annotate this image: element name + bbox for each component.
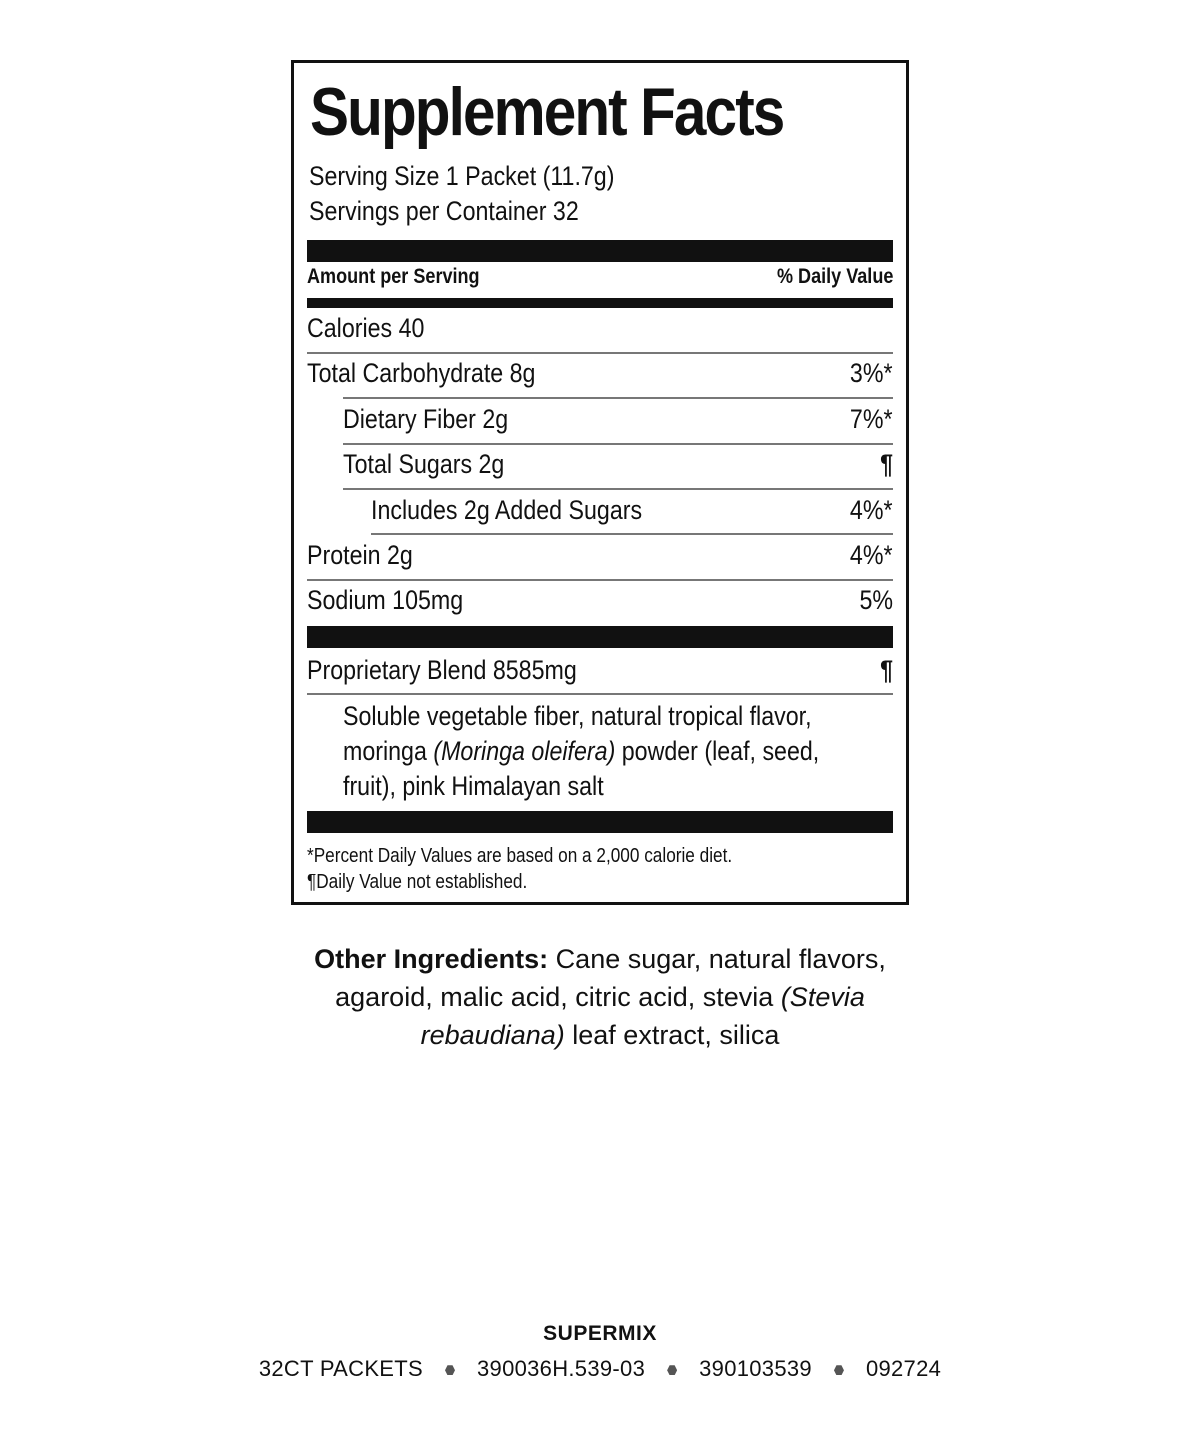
- row-divider: [307, 693, 893, 695]
- thick-divider: [307, 811, 893, 833]
- protein-dv: 4%*: [850, 540, 893, 570]
- other-ingredients: Other Ingredients: Cane sugar, natural flavors, agaroid, malic acid, citric acid, stevia (Stevia rebaudiana) leaf extract, silica: [314, 944, 886, 1050]
- serving-size: Serving Size 1 Packet (11.7g): [309, 161, 615, 191]
- lot-code: 390036H.539-03: [477, 1356, 646, 1381]
- total-carbohydrate-dv: 3%*: [850, 358, 893, 388]
- moringa-latin: (Moringa oleifera): [433, 736, 616, 766]
- dietary-fiber-label: Dietary Fiber 2g: [343, 404, 509, 434]
- proprietary-blend-dv: ¶: [880, 655, 893, 685]
- added-sugars-label: Includes 2g Added Sugars: [371, 495, 643, 525]
- blend-line-1: Soluble vegetable fiber, natural tropical flavor,: [343, 701, 812, 731]
- row-divider: [307, 579, 893, 581]
- row-divider: [343, 443, 893, 445]
- total-sugars-dv: ¶: [880, 449, 893, 479]
- proprietary-blend-label: Proprietary Blend 8585mg: [307, 655, 577, 685]
- calories-label: Calories 40: [307, 313, 425, 343]
- row-divider: [307, 352, 893, 354]
- packet-count: 32CT PACKETS: [258, 1356, 423, 1381]
- supplement-facts-panel: [291, 60, 909, 905]
- total-carbohydrate-label: Total Carbohydrate 8g: [307, 358, 536, 388]
- thick-divider: [307, 240, 893, 262]
- protein-label: Protein 2g: [307, 540, 413, 570]
- item-code: 390103539: [699, 1356, 812, 1381]
- product-codes: [0, 1356, 1200, 1382]
- sodium-label: Sodium 105mg: [307, 585, 464, 615]
- footnote-not-established: ¶Daily Value not established.: [307, 871, 528, 893]
- hexagon-separator-icon: [834, 1365, 844, 1375]
- blend-ingredients: [343, 699, 850, 804]
- row-divider: [371, 533, 893, 535]
- total-sugars-label: Total Sugars 2g: [343, 449, 505, 479]
- thick-divider: [307, 626, 893, 648]
- other-ingredients-label: Other Ingredients:: [314, 944, 549, 974]
- panel-title: Supplement Facts: [310, 74, 784, 150]
- product-name: SUPERMIX: [543, 1322, 657, 1345]
- blend-line-2: moringa (Moringa oleifera) powder (leaf, seed,: [343, 736, 820, 766]
- row-divider: [343, 397, 893, 399]
- servings-per-container: Servings per Container 32: [309, 196, 579, 226]
- row-divider: [343, 488, 893, 490]
- daily-value-header: % Daily Value: [776, 265, 893, 288]
- amount-per-serving-header: Amount per Serving: [307, 265, 480, 288]
- sodium-dv: 5%: [859, 585, 893, 615]
- added-sugars-dv: 4%*: [850, 495, 893, 525]
- dietary-fiber-dv: 7%*: [850, 404, 893, 434]
- blend-line-3: fruit), pink Himalayan salt: [343, 771, 604, 801]
- hexagon-separator-icon: [667, 1365, 677, 1375]
- footnote-daily-values: *Percent Daily Values are based on a 2,000 calorie diet.: [307, 845, 733, 867]
- medium-divider: [307, 298, 893, 308]
- hexagon-separator-icon: [445, 1365, 455, 1375]
- date-code: 092724: [865, 1356, 942, 1381]
